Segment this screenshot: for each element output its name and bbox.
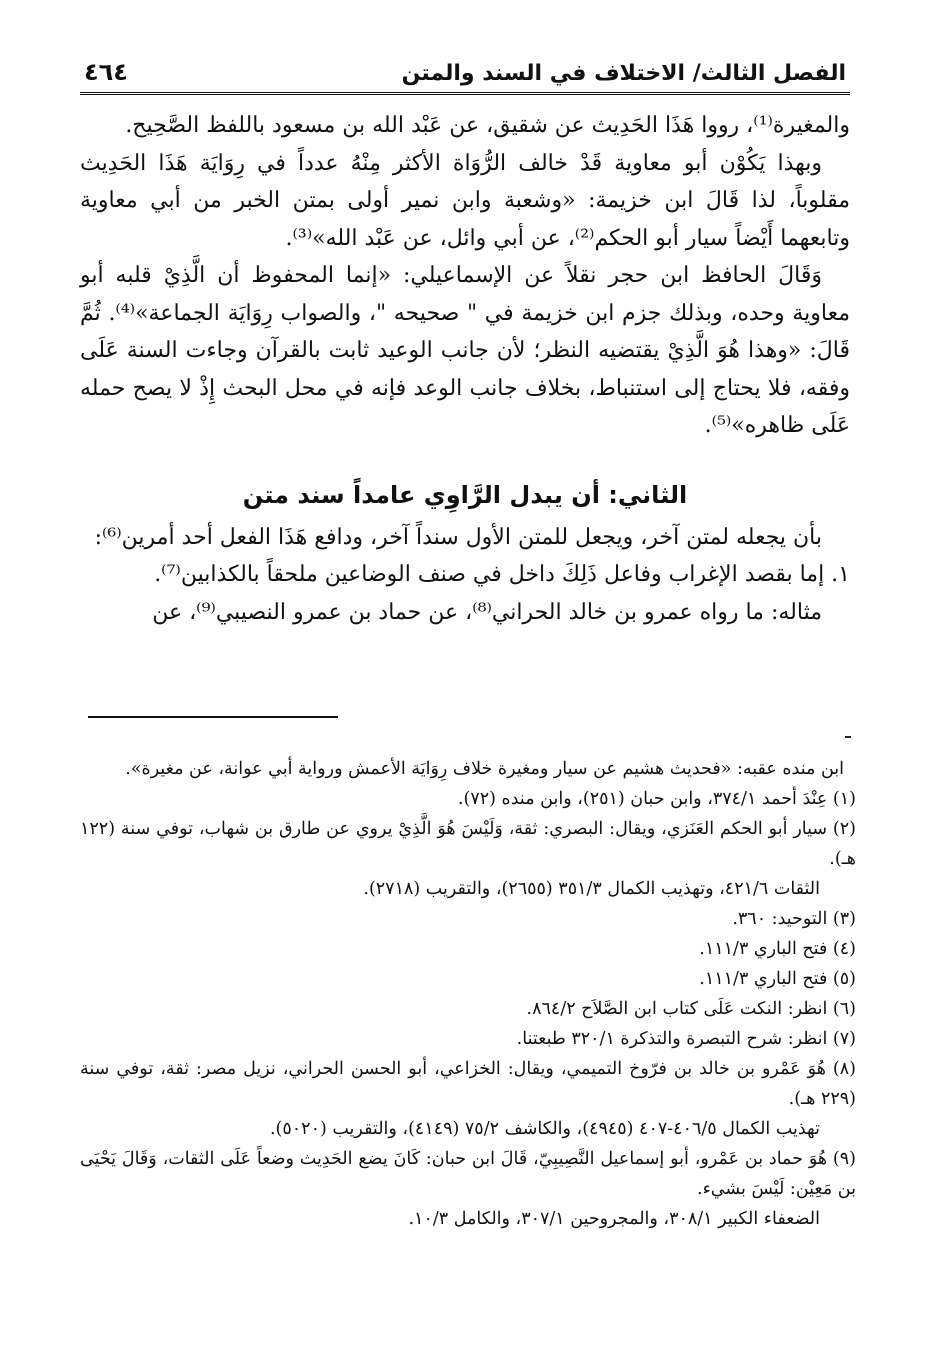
footnote: (٧) انظر: شرح التبصرة والتذكرة ٣٢٠/١ طبعتنا. (516, 1029, 856, 1049)
body-paragraph: بأن يجعله لمتن آخر، ويجعل للمتن الأول سنداً آخر، ودافع هَذَا الفعل أحد أمرين⁽⁶⁾: (94, 524, 822, 550)
footnote: (٦) انظر: النكت عَلَى كتاب ابن الصَّلاَح ٨٦٤/٢. (526, 999, 856, 1019)
footnote: (٨) هُوَ عَمْرو بن خالد بن فرّوخ التميمي، ويقال: الخزاعي، أبو الحسن الحراني، نزيل مصر: ثقة، توفي سنة (٢٢٩ هـ). (80, 1059, 856, 1109)
footnote: (١) عِنْدَ أحمد ٣٧٤/١، وابن حبان (٢٥١)، وابن منده (٧٢). (457, 789, 856, 809)
body-paragraph: والمغيرة⁽¹⁾، رووا هَذَا الحَدِيث عن شقيق، عن عَبْد الله بن مسعود باللفظ الصَّحِيح. (125, 113, 850, 138)
footnote-reference: الثقات ٤٢١/٦، وتهذيب الكمال ٣٥١/٣ (٢٦٥٥)، والتقريب (٢٧١٨). (363, 879, 820, 899)
margin-mark (845, 736, 851, 738)
footnote-reference: تهذيب الكمال ٤٠٦/٥-٤٠٧ (٤٩٤٥)، والكاشف ٧٥/٢ (٤١٤٩)، والتقريب (٥٠٢٠). (269, 1119, 820, 1139)
running-header (80, 30, 850, 95)
footnote: ابن منده عقبه: «فحديث هشيم عن سيار ومغيرة خلاف رِوَايَة الأعمش ورواية أبي عوانة، عن مغيرة». (125, 759, 844, 779)
footnote: (٩) هُوَ حماد بن عَمْرو، أبو إسماعيل النَّصِيبِيّ، قَالَ ابن حبان: كَانَ يضع الحَدِيث وضعاً عَلَى الثقات، وَقَالَ يَحْيَى بن مَعِيْن: لَيْسَ بشيء. (80, 1149, 856, 1199)
document-page (80, 30, 850, 631)
footnote-reference: الضعفاء الكبير ٣٠٨/١، والمجروحين ٣٠٧/١، والكامل ١٠/٣. (408, 1209, 820, 1229)
page-number: ٤٦٤ (84, 58, 128, 86)
section-heading: الثاني: أن يبدل الرَّاوِي عامداً سند متن (242, 480, 688, 509)
footnotes (80, 754, 856, 1234)
footnote: (٣) التوحيد: ٣٦٠. (732, 909, 856, 929)
list-item: ١. إما بقصد الإغراب وفاعل ذَلِكَ داخل في صنف الوضاعين ملحقاً بالكذابين⁽⁷⁾. (154, 562, 850, 587)
footnote: (٤) فتح الباري ١١١/٣. (699, 939, 856, 959)
body-paragraph: وَقَالَ الحافظ ابن حجر نقلاً عن الإسماعيلي: «إنما المحفوظ أن الَّذِيْ قلبه أبو معاوية وحده، وبذلك جزم ابن خزيمة في " صحيحه "، والصواب رِوَايَة الجماعة»⁽⁴⁾. ثُمَّ قَالَ: «وهذا هُوَ الَّذِيْ يقتضيه النظر؛ لأن جانب الوعيد ثابت بالقرآن وجاءت السنة عَلَى وفقه، فلا يحتاج إلى استنباط، بخلاف جانب الوعد فإنه في محل البحث إِذْ لا يصح حمله عَلَى ظاهره»⁽⁵⁾. (80, 263, 850, 438)
footnote: (٥) فتح الباري ١١١/٣. (699, 969, 856, 989)
main-text (80, 107, 850, 631)
footnote-separator (88, 716, 338, 718)
body-paragraph: وبهذا يَكُوْن أبو معاوية قَدْ خالف الرُّوَاة الأكثر مِنْهُ عدداً في رِوَايَة هَذَا الحَدِيث مقلوباً، لذا قَالَ ابن خزيمة: «وشعبة وابن نمير أولى بمتن الخبر من أبي معاوية وتابعهما أَيْضاً سيار أبو الحكم⁽²⁾، عن أبي وائل، عن عَبْد الله»⁽³⁾. (80, 150, 850, 251)
body-paragraph: مثاله: ما رواه عمرو بن خالد الحراني⁽⁸⁾، عن حماد بن عمرو النصيبي⁽⁹⁾، عن (152, 599, 822, 625)
footnote: (٢) سيار أبو الحكم العَنَزي، ويقال: البصري: ثقة، وَلَيْسَ هُوَ الَّذِيْ يروي عن طارق بن شهاب، توفي سنة (١٢٢ هـ). (80, 819, 856, 869)
chapter-title: الفصل الثالث/ الاختلاف في السند والمتن (401, 61, 846, 86)
